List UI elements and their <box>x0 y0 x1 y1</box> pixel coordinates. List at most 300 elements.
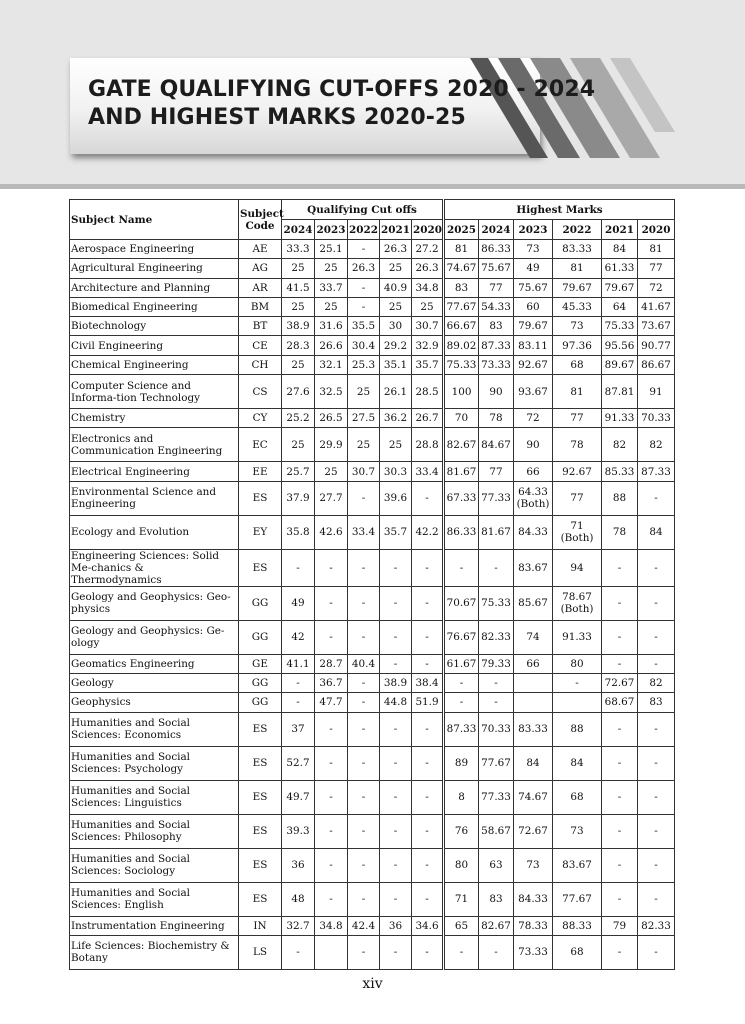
subject-name-cell: Electronics and Communication Engineering <box>70 428 239 462</box>
highest-marks-cell: - <box>602 586 638 620</box>
highest-marks-cell: - <box>602 746 638 780</box>
subject-name-cell: Geomatics Engineering <box>70 654 239 673</box>
highest-marks-cell: 73.33 <box>514 935 553 969</box>
highest-marks-cell: 82.33 <box>638 916 675 935</box>
qualifying-cutoff-cell: 25 <box>380 297 412 316</box>
highest-marks-cell: 81 <box>553 375 602 409</box>
highest-marks-cell: - <box>638 780 675 814</box>
highest-marks-cell: - <box>602 549 638 586</box>
header-highest: Highest Marks <box>444 200 675 220</box>
highest-marks-cell: 77.33 <box>479 780 514 814</box>
highest-marks-cell: 84 <box>514 746 553 780</box>
qualifying-cutoff-cell: - <box>282 549 315 586</box>
highest-marks-cell: 73 <box>553 317 602 336</box>
qualifying-cutoff-cell: 25 <box>315 462 348 481</box>
highest-marks-cell: - <box>638 549 675 586</box>
qualifying-cutoff-cell: 52.7 <box>282 746 315 780</box>
subject-name-cell: Engineering Sciences: Solid Me-chanics & Thermodynamics <box>70 549 239 586</box>
highest-marks-cell: 68.67 <box>602 693 638 712</box>
qualifying-cutoff-cell: 27.7 <box>315 481 348 515</box>
highest-marks-cell: - <box>553 673 602 692</box>
table-row <box>70 780 675 814</box>
qualifying-cutoff-cell: - <box>315 814 348 848</box>
table-row <box>70 673 675 692</box>
highest-marks-cell: 54.33 <box>479 297 514 316</box>
subject-code-cell: AR <box>239 278 282 297</box>
subject-code-cell: IN <box>239 916 282 935</box>
subject-code-cell: CH <box>239 355 282 374</box>
subject-name-cell: Humanities and Social Sciences: Psychology <box>70 746 239 780</box>
qualifying-cutoff-cell: - <box>315 586 348 620</box>
subject-name-cell: Humanities and Social Sciences: English <box>70 882 239 916</box>
highest-marks-cell: 78.67 (Both) <box>553 586 602 620</box>
highest-year-header: 2023 <box>514 220 553 240</box>
highest-marks-cell: - <box>602 712 638 746</box>
highest-marks-cell: 86.33 <box>479 240 514 259</box>
subject-code-cell: ES <box>239 746 282 780</box>
qualifying-cutoff-cell: 42.2 <box>412 515 444 549</box>
table-row <box>70 693 675 712</box>
subject-code-cell: GG <box>239 620 282 654</box>
qualifying-year-header: 2024 <box>282 220 315 240</box>
highest-marks-cell: 84 <box>553 746 602 780</box>
qualifying-cutoff-cell: 41.5 <box>282 278 315 297</box>
highest-marks-cell: 94 <box>553 549 602 586</box>
qualifying-cutoff-cell: 30.7 <box>412 317 444 336</box>
qualifying-cutoff-cell: - <box>348 673 380 692</box>
highest-marks-cell: 68 <box>553 935 602 969</box>
qualifying-cutoff-cell: - <box>348 814 380 848</box>
qualifying-cutoff-cell: 40.4 <box>348 654 380 673</box>
qualifying-cutoff-cell: 36.2 <box>380 409 412 428</box>
qualifying-cutoff-cell: - <box>348 586 380 620</box>
subject-name-cell: Environmental Science and Engineering <box>70 481 239 515</box>
highest-marks-cell: 83.67 <box>514 549 553 586</box>
highest-marks-cell: 74.67 <box>514 780 553 814</box>
qualifying-cutoff-cell: - <box>412 935 444 969</box>
qualifying-cutoff-cell: 32.7 <box>282 916 315 935</box>
highest-marks-cell: 82.33 <box>479 620 514 654</box>
qualifying-cutoff-cell: 33.3 <box>282 240 315 259</box>
highest-marks-cell: 82 <box>638 428 675 462</box>
highest-marks-cell: 65 <box>444 916 479 935</box>
qualifying-cutoff-cell: - <box>348 481 380 515</box>
highest-marks-cell: 66.67 <box>444 317 479 336</box>
qualifying-cutoff-cell: - <box>380 549 412 586</box>
qualifying-cutoff-cell: - <box>348 882 380 916</box>
highest-marks-cell: 82 <box>638 673 675 692</box>
highest-marks-cell: 82.67 <box>444 428 479 462</box>
qualifying-cutoff-cell: - <box>315 780 348 814</box>
table-row <box>70 882 675 916</box>
highest-marks-cell: 83 <box>444 278 479 297</box>
table-row <box>70 336 675 355</box>
table-row <box>70 240 675 259</box>
qualifying-cutoff-cell: 32.5 <box>315 375 348 409</box>
qualifying-cutoff-cell: 26.6 <box>315 336 348 355</box>
highest-marks-cell: 92.67 <box>553 462 602 481</box>
table-row <box>70 848 675 882</box>
qualifying-cutoff-cell: - <box>348 712 380 746</box>
qualifying-cutoff-cell: 26.3 <box>380 240 412 259</box>
qualifying-cutoff-cell: - <box>380 746 412 780</box>
highest-year-header: 2022 <box>553 220 602 240</box>
qualifying-cutoff-cell: 36 <box>380 916 412 935</box>
subject-name-cell: Humanities and Social Sciences: Economics <box>70 712 239 746</box>
qualifying-cutoff-cell: 42.6 <box>315 515 348 549</box>
qualifying-cutoff-cell: - <box>348 935 380 969</box>
qualifying-cutoff-cell: 34.8 <box>315 916 348 935</box>
qualifying-cutoff-cell: 49 <box>282 586 315 620</box>
qualifying-cutoff-cell: - <box>380 654 412 673</box>
highest-marks-cell: 83 <box>479 882 514 916</box>
highest-marks-cell: 84.67 <box>479 428 514 462</box>
page-number: xiv <box>362 976 383 992</box>
highest-year-header: 2020 <box>638 220 675 240</box>
subject-name-cell: Geology and Geophysics: Geo-physics <box>70 586 239 620</box>
subject-name-cell: Geology and Geophysics: Ge-ology <box>70 620 239 654</box>
highest-marks-cell: 84.33 <box>514 882 553 916</box>
highest-marks-cell: 73 <box>553 814 602 848</box>
highest-marks-cell: 77.67 <box>479 746 514 780</box>
subject-name-cell: Civil Engineering <box>70 336 239 355</box>
qualifying-cutoff-cell: - <box>412 481 444 515</box>
highest-marks-cell: 72.67 <box>602 673 638 692</box>
qualifying-cutoff-cell: 27.2 <box>412 240 444 259</box>
qualifying-cutoff-cell: 41.1 <box>282 654 315 673</box>
highest-marks-cell: 77 <box>553 409 602 428</box>
qualifying-cutoff-cell: - <box>380 620 412 654</box>
highest-marks-cell: 66 <box>514 462 553 481</box>
subject-name-cell: Computer Science and Informa-tion Technology <box>70 375 239 409</box>
highest-marks-cell <box>514 693 553 712</box>
qualifying-year-header: 2021 <box>380 220 412 240</box>
qualifying-cutoff-cell: - <box>348 240 380 259</box>
qualifying-cutoff-cell: 25.1 <box>315 240 348 259</box>
highest-marks-cell: 77.67 <box>553 882 602 916</box>
highest-marks-cell: 83.33 <box>514 712 553 746</box>
table-row <box>70 654 675 673</box>
subject-code-cell: ES <box>239 481 282 515</box>
highest-marks-cell: - <box>479 549 514 586</box>
subject-name-cell: Chemical Engineering <box>70 355 239 374</box>
table-row <box>70 712 675 746</box>
qualifying-cutoff-cell: - <box>315 746 348 780</box>
table-row <box>70 549 675 586</box>
qualifying-cutoff-cell: 35.1 <box>380 355 412 374</box>
qualifying-cutoff-cell: 38.9 <box>282 317 315 336</box>
qualifying-cutoff-cell: 38.9 <box>380 673 412 692</box>
highest-marks-cell: 95.56 <box>602 336 638 355</box>
qualifying-cutoff-cell: - <box>348 780 380 814</box>
highest-marks-cell: - <box>638 882 675 916</box>
qualifying-cutoff-cell: 35.8 <box>282 515 315 549</box>
qualifying-cutoff-cell: - <box>315 712 348 746</box>
qualifying-cutoff-cell: 36 <box>282 848 315 882</box>
highest-marks-cell: 79.67 <box>514 317 553 336</box>
subject-code-cell: GG <box>239 673 282 692</box>
highest-marks-cell: - <box>479 673 514 692</box>
highest-marks-cell: 87.33 <box>638 462 675 481</box>
qualifying-cutoff-cell: - <box>412 712 444 746</box>
qualifying-cutoff-cell: - <box>348 278 380 297</box>
highest-marks-cell: - <box>479 935 514 969</box>
highest-marks-cell: 49 <box>514 259 553 278</box>
subject-name-cell: Agricultural Engineering <box>70 259 239 278</box>
highest-marks-cell: - <box>479 693 514 712</box>
highest-marks-cell: - <box>638 586 675 620</box>
highest-marks-cell: - <box>638 935 675 969</box>
qualifying-year-header: 2022 <box>348 220 380 240</box>
qualifying-cutoff-cell: 30.7 <box>348 462 380 481</box>
table-row <box>70 355 675 374</box>
highest-marks-cell: 70.67 <box>444 586 479 620</box>
table-row <box>70 297 675 316</box>
highest-marks-cell: - <box>638 654 675 673</box>
qualifying-cutoff-cell: 32.1 <box>315 355 348 374</box>
highest-marks-cell: 77.67 <box>444 297 479 316</box>
subject-code-cell: EY <box>239 515 282 549</box>
highest-marks-cell: 78 <box>602 515 638 549</box>
qualifying-cutoff-cell: 35.7 <box>412 355 444 374</box>
qualifying-cutoff-cell: - <box>380 848 412 882</box>
subject-name-cell: Ecology and Evolution <box>70 515 239 549</box>
highest-marks-cell: 91 <box>638 375 675 409</box>
highest-marks-cell: 84.33 <box>514 515 553 549</box>
qualifying-cutoff-cell: 29.2 <box>380 336 412 355</box>
highest-marks-cell: 61.67 <box>444 654 479 673</box>
qualifying-cutoff-cell: 25 <box>282 428 315 462</box>
qualifying-cutoff-cell: 25.2 <box>282 409 315 428</box>
qualifying-cutoff-cell: 30 <box>380 317 412 336</box>
qualifying-cutoff-cell: 26.3 <box>348 259 380 278</box>
qualifying-cutoff-cell: - <box>315 848 348 882</box>
page-title <box>88 76 595 132</box>
qualifying-cutoff-cell: - <box>348 297 380 316</box>
highest-marks-cell <box>553 693 602 712</box>
qualifying-cutoff-cell: 30.4 <box>348 336 380 355</box>
subject-name-cell: Humanities and Social Sciences: Linguistics <box>70 780 239 814</box>
qualifying-cutoff-cell: - <box>412 746 444 780</box>
highest-marks-cell: 88 <box>553 712 602 746</box>
qualifying-cutoff-cell: 28.8 <box>412 428 444 462</box>
highest-marks-cell: 75.33 <box>602 317 638 336</box>
highest-marks-cell: 77 <box>479 462 514 481</box>
qualifying-cutoff-cell: 28.7 <box>315 654 348 673</box>
highest-marks-cell: 70.33 <box>638 409 675 428</box>
highest-marks-cell: 81 <box>638 240 675 259</box>
qualifying-cutoff-cell: 36.7 <box>315 673 348 692</box>
qualifying-cutoff-cell: 32.9 <box>412 336 444 355</box>
qualifying-cutoff-cell: 26.5 <box>315 409 348 428</box>
subject-name-cell: Aerospace Engineering <box>70 240 239 259</box>
highest-marks-cell: 76 <box>444 814 479 848</box>
highest-marks-cell: - <box>638 620 675 654</box>
qualifying-cutoff-cell: 27.6 <box>282 375 315 409</box>
highest-marks-cell: 80 <box>444 848 479 882</box>
qualifying-cutoff-cell: - <box>412 586 444 620</box>
highest-marks-cell: 70 <box>444 409 479 428</box>
qualifying-cutoff-cell: - <box>380 712 412 746</box>
highest-marks-cell: - <box>444 693 479 712</box>
highest-marks-cell: - <box>638 814 675 848</box>
qualifying-cutoff-cell: - <box>380 882 412 916</box>
header-subject-name: Subject Name <box>70 200 239 240</box>
highest-marks-cell: 83 <box>638 693 675 712</box>
qualifying-cutoff-cell: - <box>315 549 348 586</box>
highest-marks-cell: 93.67 <box>514 375 553 409</box>
highest-marks-cell: 87.33 <box>479 336 514 355</box>
subject-name-cell: Chemistry <box>70 409 239 428</box>
qualifying-cutoff-cell: 28.5 <box>412 375 444 409</box>
highest-marks-cell: 97.36 <box>553 336 602 355</box>
subject-name-cell: Geophysics <box>70 693 239 712</box>
highest-marks-cell: 83.33 <box>553 240 602 259</box>
subject-name-cell: Humanities and Social Sciences: Philosophy <box>70 814 239 848</box>
qualifying-cutoff-cell: 48 <box>282 882 315 916</box>
highest-marks-cell: 77 <box>553 481 602 515</box>
qualifying-cutoff-cell: 25 <box>315 297 348 316</box>
highest-marks-cell: 68 <box>553 780 602 814</box>
highest-marks-cell: - <box>444 673 479 692</box>
qualifying-cutoff-cell: 25 <box>282 355 315 374</box>
highest-marks-cell: 86.67 <box>638 355 675 374</box>
qualifying-cutoff-cell: 49.7 <box>282 780 315 814</box>
subject-code-cell: ES <box>239 712 282 746</box>
subject-code-cell: EC <box>239 428 282 462</box>
highest-marks-cell: 80 <box>553 654 602 673</box>
highest-marks-cell: 58.67 <box>479 814 514 848</box>
qualifying-cutoff-cell: - <box>380 780 412 814</box>
qualifying-cutoff-cell: 28.3 <box>282 336 315 355</box>
highest-year-header: 2021 <box>602 220 638 240</box>
highest-marks-cell: 88.33 <box>553 916 602 935</box>
qualifying-cutoff-cell: 26.7 <box>412 409 444 428</box>
qualifying-cutoff-cell: 33.4 <box>348 515 380 549</box>
highest-marks-cell: 68 <box>553 355 602 374</box>
highest-marks-cell: 81.67 <box>479 515 514 549</box>
qualifying-cutoff-cell: - <box>348 746 380 780</box>
qualifying-cutoff-cell: 25 <box>282 259 315 278</box>
highest-marks-cell: 87.33 <box>444 712 479 746</box>
table-row <box>70 278 675 297</box>
highest-marks-cell: 74.67 <box>444 259 479 278</box>
highest-marks-cell: 73.33 <box>479 355 514 374</box>
qualifying-cutoff-cell: 25 <box>380 259 412 278</box>
qualifying-cutoff-cell: - <box>380 814 412 848</box>
subject-code-cell: BM <box>239 297 282 316</box>
qualifying-cutoff-cell: 40.9 <box>380 278 412 297</box>
highest-marks-cell: 79.33 <box>479 654 514 673</box>
highest-marks-cell: 76.67 <box>444 620 479 654</box>
qualifying-cutoff-cell: 39.6 <box>380 481 412 515</box>
qualifying-cutoff-cell: - <box>412 780 444 814</box>
highest-marks-cell: 84 <box>638 515 675 549</box>
table-row <box>70 317 675 336</box>
highest-marks-cell: 75.67 <box>479 259 514 278</box>
subject-code-cell: EE <box>239 462 282 481</box>
qualifying-cutoff-cell: - <box>315 620 348 654</box>
highest-marks-cell: 77.33 <box>479 481 514 515</box>
table-row <box>70 462 675 481</box>
highest-year-header: 2025 <box>444 220 479 240</box>
highest-marks-cell: 83.67 <box>553 848 602 882</box>
header-divider <box>0 184 745 189</box>
highest-marks-cell: 71 (Both) <box>553 515 602 549</box>
subject-code-cell: GE <box>239 654 282 673</box>
highest-marks-cell: 91.33 <box>602 409 638 428</box>
highest-marks-cell: - <box>602 620 638 654</box>
highest-year-header: 2024 <box>479 220 514 240</box>
qualifying-cutoff-cell: 51.9 <box>412 693 444 712</box>
highest-marks-cell: 8 <box>444 780 479 814</box>
highest-marks-cell: 66 <box>514 654 553 673</box>
highest-marks-cell: 78.33 <box>514 916 553 935</box>
highest-marks-cell: 92.67 <box>514 355 553 374</box>
qualifying-cutoff-cell: 25.3 <box>348 355 380 374</box>
highest-marks-cell: 75.33 <box>479 586 514 620</box>
qualifying-cutoff-cell: 31.6 <box>315 317 348 336</box>
highest-marks-cell: 77 <box>638 259 675 278</box>
qualifying-cutoff-cell: - <box>282 935 315 969</box>
table-row <box>70 586 675 620</box>
title-line-1: GATE QUALIFYING CUT-OFFS 2020 - 2024 <box>88 77 596 102</box>
highest-marks-cell: 64 <box>602 297 638 316</box>
qualifying-cutoff-cell: 26.1 <box>380 375 412 409</box>
subject-name-cell: Life Sciences: Biochemistry & Botany <box>70 935 239 969</box>
qualifying-cutoff-cell: - <box>348 620 380 654</box>
highest-marks-cell: 89.02 <box>444 336 479 355</box>
subject-code-cell: AG <box>239 259 282 278</box>
highest-marks-cell: 70.33 <box>479 712 514 746</box>
subject-name-cell: Electrical Engineering <box>70 462 239 481</box>
qualifying-cutoff-cell: 37 <box>282 712 315 746</box>
highest-marks-cell: - <box>602 848 638 882</box>
qualifying-cutoff-cell: 35.5 <box>348 317 380 336</box>
highest-marks-cell: 73 <box>514 240 553 259</box>
subject-name-cell: Geology <box>70 673 239 692</box>
qualifying-cutoff-cell: 26.3 <box>412 259 444 278</box>
highest-marks-cell: - <box>602 935 638 969</box>
highest-marks-cell: 83.11 <box>514 336 553 355</box>
highest-marks-cell: 75.67 <box>514 278 553 297</box>
highest-marks-cell: 63 <box>479 848 514 882</box>
qualifying-cutoff-cell: 25.7 <box>282 462 315 481</box>
highest-marks-cell: 81.67 <box>444 462 479 481</box>
subject-code-cell: ES <box>239 882 282 916</box>
subject-code-cell: CS <box>239 375 282 409</box>
highest-marks-cell: 72 <box>638 278 675 297</box>
highest-marks-cell: - <box>638 481 675 515</box>
subject-code-cell: LS <box>239 935 282 969</box>
qualifying-cutoff-cell: 25 <box>315 259 348 278</box>
qualifying-cutoff-cell: 25 <box>348 428 380 462</box>
highest-marks-cell: 81 <box>553 259 602 278</box>
qualifying-cutoff-cell: 47.7 <box>315 693 348 712</box>
qualifying-cutoff-cell: - <box>412 654 444 673</box>
qualifying-cutoff-cell: 34.8 <box>412 278 444 297</box>
highest-marks-cell: 88 <box>602 481 638 515</box>
highest-marks-cell: 78 <box>553 428 602 462</box>
highest-marks-cell: 89.67 <box>602 355 638 374</box>
header-qualifying: Qualifying Cut offs <box>282 200 444 220</box>
qualifying-cutoff-cell: - <box>282 673 315 692</box>
subject-code-cell: AE <box>239 240 282 259</box>
table-row <box>70 935 675 969</box>
highest-marks-cell: 73 <box>514 848 553 882</box>
highest-marks-cell: 45.33 <box>553 297 602 316</box>
cutoffs-table <box>69 199 675 970</box>
